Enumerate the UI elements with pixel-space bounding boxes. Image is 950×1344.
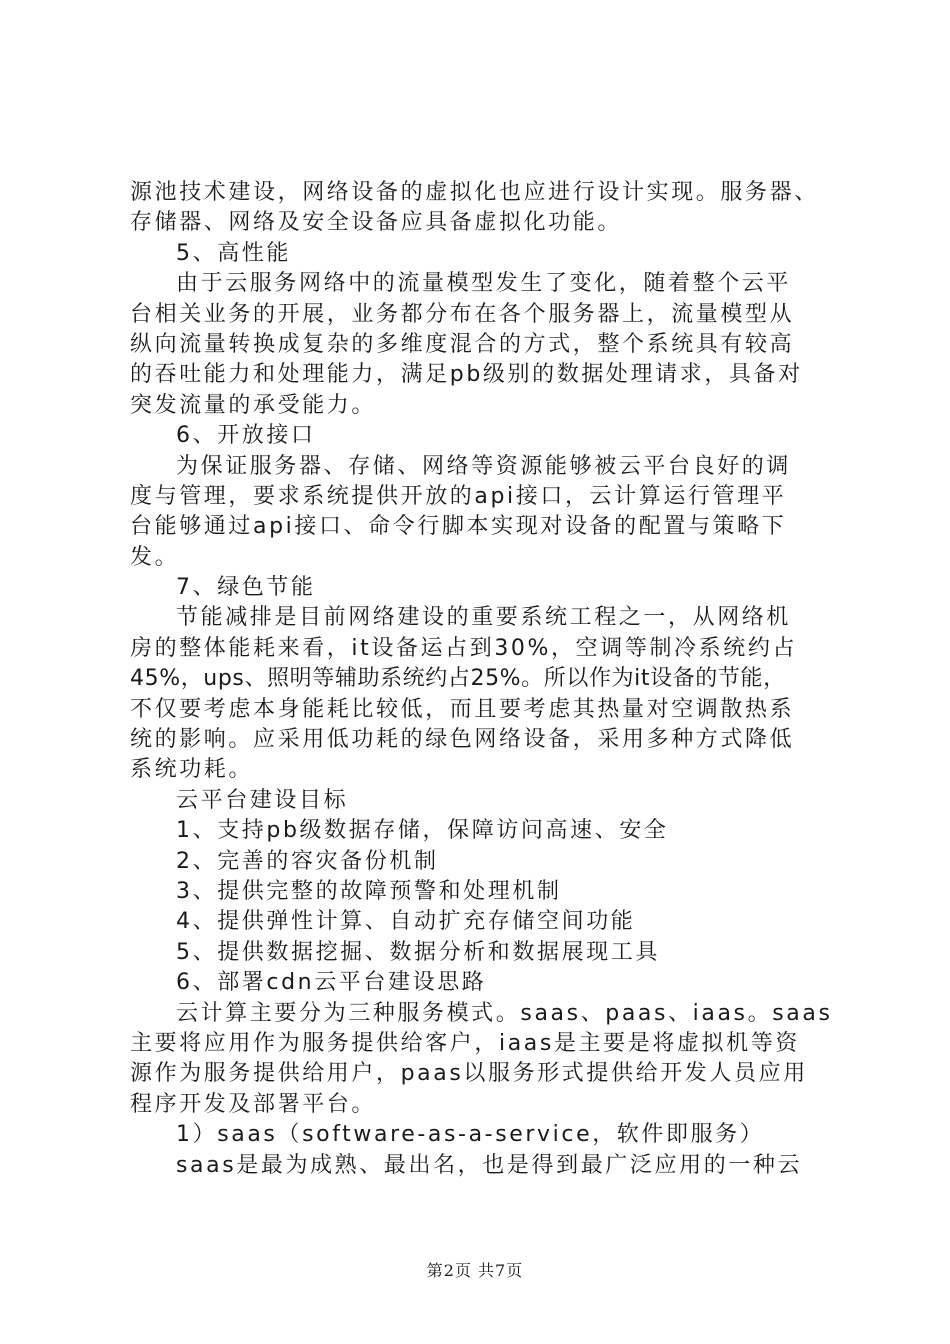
text-line: 云计算主要分为三种服务模式。saas、paas、iaas。saas [176, 1000, 833, 1026]
text-line: 存储器、网络及安全设备应具备虚拟化功能。 [130, 210, 623, 236]
text-line: 1、支持pb级数据存储，保障访问高速、安全 [176, 818, 669, 844]
text-line: 7、绿色节能 [176, 575, 316, 601]
text-line: 4、提供弹性计算、自动扩充存储空间功能 [176, 909, 636, 935]
text-line: 节能减排是目前网络建设的重要系统工程之一，从网络机 [176, 605, 792, 631]
text-line: 台能够通过api接口、命令行脚本实现对设备的配置与策略下 [130, 514, 787, 540]
text-line: 系统功耗。 [130, 757, 254, 783]
text-line: 由于云服务网络中的流量模型发生了变化，随着整个云平 [176, 271, 792, 297]
text-line: 统的影响。应采用低功耗的绿色网络设备，采用多种方式降低 [130, 727, 795, 753]
text-line: 云平台建设目标 [176, 787, 349, 813]
document-body [130, 178, 833, 1181]
text-line: 房的整体能耗来看，it设备运占到30%，空调等制冷系统约占 [130, 635, 798, 661]
text-line: 纵向流量转换成复杂的多维度混合的方式，整个系统具有较高 [130, 331, 795, 357]
text-line: 不仅要考虑本身能耗比较低，而且要考虑其热量对空调散热系 [130, 696, 795, 722]
text-line: 度与管理，要求系统提供开放的api接口，云计算运行管理平 [130, 483, 787, 509]
text-line: 5、提供数据挖掘、数据分析和数据展现工具 [176, 939, 660, 965]
text-line: 源池技术建设，网络设备的虚拟化也应进行设计实现。服务器、 [130, 180, 819, 205]
text-line: 1）saas（software-as-a-service，软件即服务） [176, 1122, 765, 1148]
page-footer: 第2页 共7页 [426, 1261, 524, 1280]
text-line: 3、提供完整的故障预警和处理机制 [176, 878, 562, 904]
text-line: 6、开放接口 [176, 423, 316, 449]
text-line: 主要将应用作为服务提供给客户，iaas是主要是将虚拟机等资 [130, 1030, 800, 1056]
text-line: 程序开发及部署平台。 [130, 1091, 377, 1117]
text-line: 源作为服务提供给用户，paas以服务形式提供给开发人员应用 [130, 1061, 808, 1087]
text-line: 突发流量的承受能力。 [130, 392, 377, 418]
text-line: 台相关业务的开展，业务都分布在各个服务器上，流量模型从 [130, 301, 795, 327]
text-line: 的吞吐能力和处理能力，满足pb级别的数据处理请求，具备对 [130, 362, 803, 388]
text-line: 5、高性能 [176, 240, 291, 266]
text-line: 发。 [130, 544, 180, 570]
text-line: 为保证服务器、存储、网络等资源能够被云平台良好的调 [176, 453, 792, 479]
text-line: 2、完善的容灾备份机制 [176, 848, 439, 874]
text-line: 6、部署cdn云平台建设思路 [176, 970, 487, 996]
text-line: 45%，ups、照明等辅助系统约占25%。所以作为it设备的节能， [130, 666, 786, 692]
text-line: saas是最为成熟、最出名，也是得到最广泛应用的一种云 [176, 1152, 803, 1178]
